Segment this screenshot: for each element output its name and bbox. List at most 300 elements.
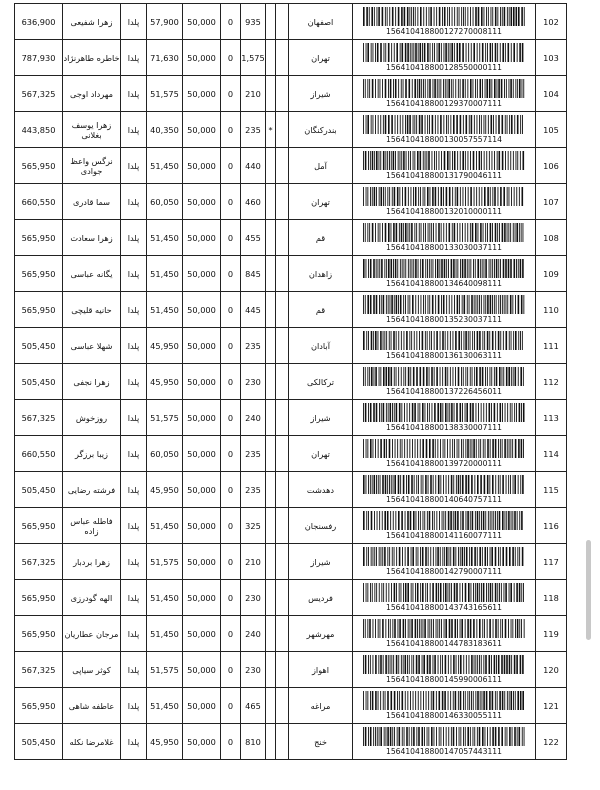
extra-cell [276,616,289,652]
extra-cell [276,472,289,508]
amount-cell: 51,450 [147,292,183,328]
row-number-cell: 119 [536,616,567,652]
zero-cell: 0 [221,544,241,580]
total-cell: 443,850 [15,112,63,148]
recipient-name-cell: مهرداد اوجی [63,76,121,112]
city-cell: آمل [289,148,353,184]
recipient-name-cell: حانیه قلیچی [63,292,121,328]
row-number-cell: 112 [536,364,567,400]
extra-cell [276,4,289,40]
recipient-name-cell: مرجان عطاریان [63,616,121,652]
weight-cell: 210 [241,76,266,112]
flag-cell [266,184,276,220]
flag-cell [266,364,276,400]
amount-cell: 45,950 [147,364,183,400]
barcode-cell [353,292,536,328]
total-cell: 565,950 [15,616,63,652]
amount-cell: 45,950 [147,328,183,364]
fee-cell: 50,000 [183,724,221,760]
barcode-number: 156410418800138330007111 [386,423,502,432]
extra-cell [276,220,289,256]
barcode-cell [353,616,536,652]
barcode-number: 156410418800133030037111 [386,243,502,252]
city-cell: خنج [289,724,353,760]
table-row [15,256,567,292]
row-number-cell: 106 [536,148,567,184]
flag-cell [266,400,276,436]
barcode-image [362,223,526,242]
zero-cell: 0 [221,508,241,544]
weight-cell: 935 [241,4,266,40]
table-row [15,400,567,436]
barcode-image [362,7,526,26]
recipient-name-cell: زهرا نجفی [63,364,121,400]
recipient-name-cell: الهه گودرزی [63,580,121,616]
table-row [15,436,567,472]
zero-cell: 0 [221,40,241,76]
flag-cell [266,580,276,616]
amount-cell: 51,450 [147,220,183,256]
total-cell: 567,325 [15,652,63,688]
zero-cell: 0 [221,724,241,760]
table-row [15,148,567,184]
amount-cell: 51,575 [147,400,183,436]
flag-cell [266,544,276,580]
barcode-image [362,259,526,278]
weight-cell: 460 [241,184,266,220]
zero-cell: 0 [221,580,241,616]
recipient-name-cell: فاطله عباس زاده [63,508,121,544]
total-cell: 660,550 [15,436,63,472]
row-number-cell: 116 [536,508,567,544]
extra-cell [276,184,289,220]
row-number-cell: 120 [536,652,567,688]
recipient-name-cell: زهرا بردبار [63,544,121,580]
recipient-name-cell: شهلا عباسی [63,328,121,364]
barcode-image [362,727,526,746]
flag-cell [266,148,276,184]
zero-cell: 0 [221,436,241,472]
total-cell: 505,450 [15,724,63,760]
city-cell: تهران [289,436,353,472]
barcode-image [362,583,526,602]
city-cell: تهران [289,184,353,220]
barcode-cell [353,328,536,364]
row-number-cell: 113 [536,400,567,436]
city-cell: اهواز [289,652,353,688]
weight-cell: 465 [241,688,266,724]
amount-cell: 51,450 [147,580,183,616]
zero-cell: 0 [221,256,241,292]
barcode-cell [353,400,536,436]
city-cell: مهرشهر [289,616,353,652]
zero-cell: 0 [221,4,241,40]
table-row [15,76,567,112]
weight-cell: 230 [241,580,266,616]
amount-cell: 45,950 [147,724,183,760]
total-cell: 505,450 [15,472,63,508]
total-cell: 565,950 [15,256,63,292]
barcode-number: 156410418800137226456011 [386,387,502,396]
extra-cell [276,652,289,688]
table-row [15,112,567,148]
row-number-cell: 117 [536,544,567,580]
row-number-cell: 114 [536,436,567,472]
weight-cell: 445 [241,292,266,328]
amount-cell: 51,450 [147,508,183,544]
barcode-number: 156410418800131790046111 [386,171,502,180]
flag-cell [266,292,276,328]
table-row [15,472,567,508]
barcode-cell [353,364,536,400]
barcode-image [362,187,526,206]
city-cell: شیراز [289,400,353,436]
service-type-cell: پلدا [121,400,147,436]
barcode-number: 156410418800127270008111 [386,27,502,36]
service-type-cell: پلدا [121,76,147,112]
fee-cell: 50,000 [183,436,221,472]
barcode-cell [353,40,536,76]
flag-cell [266,688,276,724]
barcode-number: 156410418800147057443111 [386,747,502,756]
total-cell: 565,950 [15,220,63,256]
barcode-image [362,475,526,494]
service-type-cell: پلدا [121,472,147,508]
zero-cell: 0 [221,364,241,400]
extra-cell [276,544,289,580]
barcode-number: 156410418800129370007111 [386,99,502,108]
barcode-number: 156410418800142790007111 [386,567,502,576]
fee-cell: 50,000 [183,112,221,148]
city-cell: اصفهان [289,4,353,40]
service-type-cell: پلدا [121,40,147,76]
barcode-number: 156410418800146330055111 [386,711,502,720]
weight-cell: 235 [241,472,266,508]
amount-cell: 60,050 [147,436,183,472]
table-row [15,220,567,256]
barcode-number: 156410418800132010000111 [386,207,502,216]
total-cell: 567,325 [15,400,63,436]
barcode-number: 156410418800144783183611 [386,639,502,648]
total-cell: 565,950 [15,508,63,544]
recipient-name-cell: نرگس واعظ جوادی [63,148,121,184]
flag-cell [266,472,276,508]
recipient-name-cell: غلامرضا نکله [63,724,121,760]
fee-cell: 50,000 [183,328,221,364]
service-type-cell: پلدا [121,256,147,292]
city-cell: شیراز [289,76,353,112]
weight-cell: 230 [241,652,266,688]
barcode-image [362,295,526,314]
total-cell: 567,325 [15,544,63,580]
amount-cell: 51,575 [147,544,183,580]
service-type-cell: پلدا [121,292,147,328]
barcode-number: 156410418800130057557114 [386,135,502,144]
weight-cell: 210 [241,544,266,580]
table-row [15,4,567,40]
barcode-image [362,655,526,674]
total-cell: 565,950 [15,580,63,616]
service-type-cell: پلدا [121,616,147,652]
recipient-name-cell: فرشته رضایی [63,472,121,508]
table-row [15,724,567,760]
flag-cell [266,4,276,40]
flag-cell [266,328,276,364]
amount-cell: 51,450 [147,688,183,724]
fee-cell: 50,000 [183,184,221,220]
zero-cell: 0 [221,148,241,184]
flag-cell [266,256,276,292]
zero-cell: 0 [221,328,241,364]
weight-cell: 235 [241,436,266,472]
recipient-name-cell: خاطره طاهرنژاد [63,40,121,76]
table-row [15,616,567,652]
fee-cell: 50,000 [183,688,221,724]
barcode-cell [353,220,536,256]
zero-cell: 0 [221,112,241,148]
fee-cell: 50,000 [183,76,221,112]
amount-cell: 51,575 [147,76,183,112]
barcode-number: 156410418800145990006111 [386,675,502,684]
flag-cell [266,508,276,544]
row-number-cell: 110 [536,292,567,328]
flag-cell: * [266,112,276,148]
barcode-image [362,331,526,350]
weight-cell: 230 [241,364,266,400]
row-number-cell: 111 [536,328,567,364]
extra-cell [276,40,289,76]
row-number-cell: 107 [536,184,567,220]
flag-cell [266,76,276,112]
barcode-number: 156410418800140640757111 [386,495,502,504]
amount-cell: 45,950 [147,472,183,508]
flag-cell [266,652,276,688]
shipment-table [14,3,567,760]
extra-cell [276,400,289,436]
barcode-cell [353,652,536,688]
table-row [15,580,567,616]
total-cell: 636,900 [15,4,63,40]
flag-cell [266,220,276,256]
recipient-name-cell: سما قادری [63,184,121,220]
barcode-cell [353,148,536,184]
zero-cell: 0 [221,688,241,724]
weight-cell: 1,575 [241,40,266,76]
row-number-cell: 103 [536,40,567,76]
fee-cell: 50,000 [183,472,221,508]
service-type-cell: پلدا [121,508,147,544]
amount-cell: 51,575 [147,652,183,688]
table-row [15,364,567,400]
service-type-cell: پلدا [121,688,147,724]
barcode-cell [353,256,536,292]
barcode-image [362,619,526,638]
weight-cell: 455 [241,220,266,256]
zero-cell: 0 [221,400,241,436]
row-number-cell: 121 [536,688,567,724]
weight-cell: 325 [241,508,266,544]
extra-cell [276,112,289,148]
city-cell: قم [289,220,353,256]
service-type-cell: پلدا [121,724,147,760]
row-number-cell: 109 [536,256,567,292]
row-number-cell: 105 [536,112,567,148]
table-row [15,328,567,364]
zero-cell: 0 [221,616,241,652]
table-row [15,292,567,328]
recipient-name-cell: زهرا یوسف بغلانی [63,112,121,148]
barcode-cell [353,436,536,472]
barcode-number: 156410418800135230037111 [386,315,502,324]
fee-cell: 50,000 [183,364,221,400]
barcode-image [362,151,526,170]
total-cell: 565,950 [15,148,63,184]
service-type-cell: پلدا [121,184,147,220]
barcode-cell [353,688,536,724]
table-row [15,652,567,688]
barcode-number: 156410418800136130063111 [386,351,502,360]
barcode-cell [353,544,536,580]
barcode-image [362,691,526,710]
weight-cell: 810 [241,724,266,760]
fee-cell: 50,000 [183,220,221,256]
service-type-cell: پلدا [121,544,147,580]
table-row [15,508,567,544]
barcode-cell [353,76,536,112]
weight-cell: 845 [241,256,266,292]
city-cell: فردیس [289,580,353,616]
barcode-cell [353,508,536,544]
barcode-cell [353,724,536,760]
zero-cell: 0 [221,472,241,508]
city-cell: شیراز [289,544,353,580]
extra-cell [276,580,289,616]
city-cell: مراغه [289,688,353,724]
extra-cell [276,688,289,724]
amount-cell: 60,050 [147,184,183,220]
row-number-cell: 115 [536,472,567,508]
total-cell: 505,450 [15,364,63,400]
table-row [15,184,567,220]
barcode-cell [353,580,536,616]
fee-cell: 50,000 [183,256,221,292]
row-number-cell: 108 [536,220,567,256]
barcode-cell [353,472,536,508]
fee-cell: 50,000 [183,544,221,580]
flag-cell [266,724,276,760]
city-cell: تهران [289,40,353,76]
zero-cell: 0 [221,292,241,328]
extra-cell [276,508,289,544]
barcode-number: 156410418800128550000111 [386,63,502,72]
flag-cell [266,436,276,472]
row-number-cell: 102 [536,4,567,40]
barcode-number: 156410418800141160077111 [386,531,502,540]
barcode-image [362,547,526,566]
city-cell: قم [289,292,353,328]
amount-cell: 51,450 [147,616,183,652]
barcode-image [362,43,526,62]
barcode-cell [353,4,536,40]
barcode-image [362,439,526,458]
recipient-name-cell: کوثر سیاپی [63,652,121,688]
table-row [15,40,567,76]
weight-cell: 235 [241,112,266,148]
extra-cell [276,364,289,400]
weight-cell: 235 [241,328,266,364]
extra-cell [276,76,289,112]
city-cell: زاهدان [289,256,353,292]
row-number-cell: 118 [536,580,567,616]
fee-cell: 50,000 [183,652,221,688]
fee-cell: 50,000 [183,148,221,184]
amount-cell: 40,350 [147,112,183,148]
barcode-image [362,403,526,422]
fee-cell: 50,000 [183,292,221,328]
table-row [15,688,567,724]
recipient-name-cell: زهرا شفیعی [63,4,121,40]
vertical-scrollbar[interactable] [586,540,591,640]
total-cell: 505,450 [15,328,63,364]
service-type-cell: پلدا [121,328,147,364]
recipient-name-cell: زیبا برزگر [63,436,121,472]
recipient-name-cell: زهرا سعادت [63,220,121,256]
row-number-cell: 104 [536,76,567,112]
extra-cell [276,724,289,760]
amount-cell: 71,630 [147,40,183,76]
recipient-name-cell: یگانه عباسی [63,256,121,292]
flag-cell [266,40,276,76]
city-cell: بندرکنگان [289,112,353,148]
barcode-image [362,511,526,530]
service-type-cell: پلدا [121,364,147,400]
amount-cell: 51,450 [147,148,183,184]
barcode-cell [353,112,536,148]
fee-cell: 50,000 [183,580,221,616]
weight-cell: 240 [241,616,266,652]
service-type-cell: پلدا [121,652,147,688]
fee-cell: 50,000 [183,400,221,436]
fee-cell: 50,000 [183,508,221,544]
city-cell: دهدشت [289,472,353,508]
extra-cell [276,328,289,364]
extra-cell [276,292,289,328]
city-cell: رفسنجان [289,508,353,544]
service-type-cell: پلدا [121,148,147,184]
barcode-cell [353,184,536,220]
zero-cell: 0 [221,220,241,256]
total-cell: 787,930 [15,40,63,76]
barcode-image [362,79,526,98]
extra-cell [276,436,289,472]
fee-cell: 50,000 [183,40,221,76]
table-row [15,544,567,580]
total-cell: 660,550 [15,184,63,220]
recipient-name-cell: عاطفه شاهی [63,688,121,724]
flag-cell [266,616,276,652]
row-number-cell: 122 [536,724,567,760]
barcode-number: 156410418800139720000111 [386,459,502,468]
extra-cell [276,148,289,184]
zero-cell: 0 [221,652,241,688]
barcode-number: 156410418800134640098111 [386,279,502,288]
barcode-image [362,367,526,386]
service-type-cell: پلدا [121,112,147,148]
city-cell: ترکالکی [289,364,353,400]
barcode-number: 156410418800143743165611 [386,603,502,612]
total-cell: 565,950 [15,688,63,724]
service-type-cell: پلدا [121,436,147,472]
